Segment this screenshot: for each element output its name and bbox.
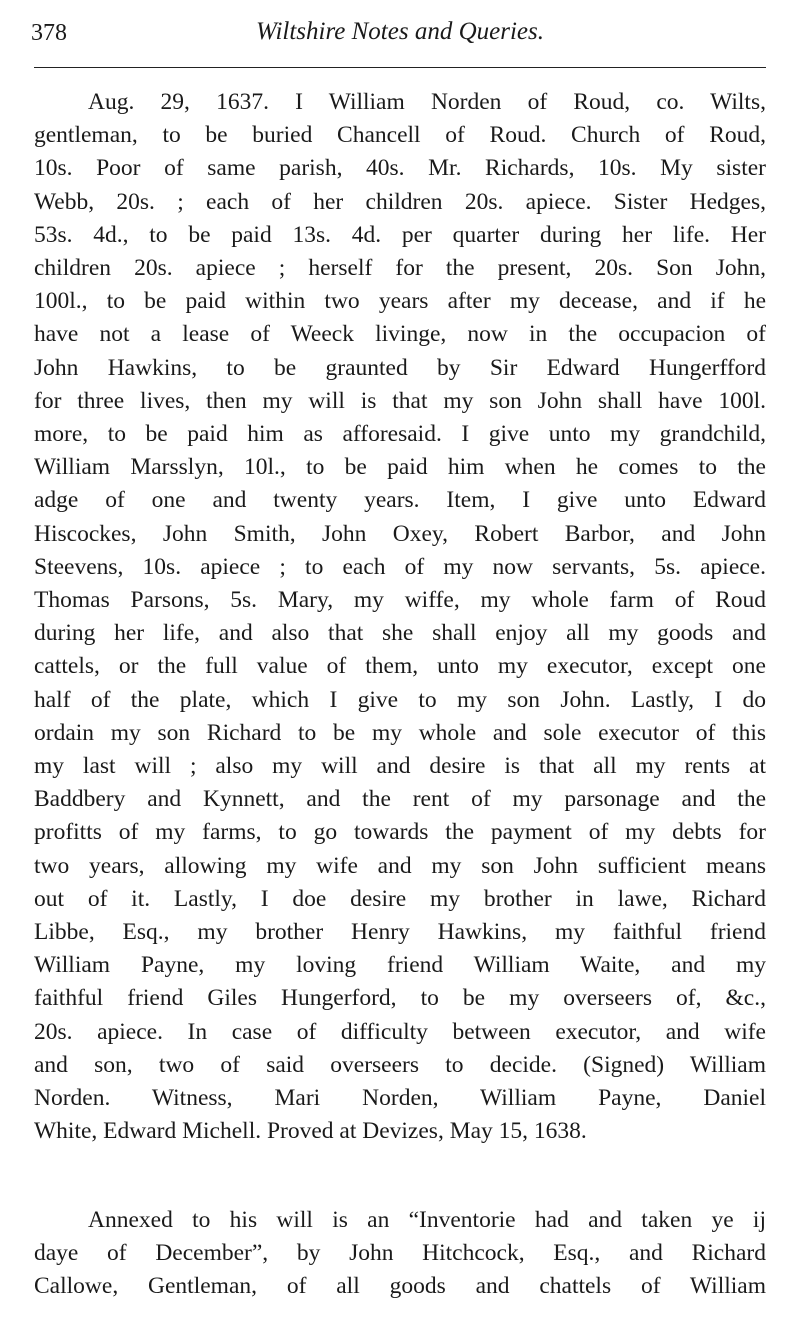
text-line: more, to be paid him as afforesaid. I give unto my grandchild,: [34, 421, 766, 448]
text-line: half of the plate, which I give to my son John. Lastly, I do: [34, 686, 766, 713]
header-rule: [34, 67, 766, 68]
text-line: John Hawkins, to be graunted by Sir Edward Hungerfford: [34, 354, 766, 381]
paragraph-inventory: [34, 1204, 766, 1304]
text-line: and son, two of said overseers to decide. (Signed) William: [34, 1051, 766, 1078]
text-line: my last will ; also my will and desire is that all my rents at: [34, 753, 766, 780]
text-line: gentleman, to be buried Chancell of Roud. Church of Roud,: [34, 122, 766, 149]
text-line: daye of December”, by John Hitchcock, Esq., and Richard: [34, 1240, 766, 1267]
running-title: Wiltshire Notes and Queries.: [256, 18, 544, 45]
text-line: out of it. Lastly, I doe desire my brother in lawe, Richard: [34, 885, 766, 912]
text-line: ordain my son Richard to be my whole and sole executor of this: [34, 719, 766, 746]
text-line: adge of one and twenty years. Item, I give unto Edward: [34, 487, 766, 514]
text-line: faithful friend Giles Hungerford, to be my overseers of, &c.,: [34, 985, 766, 1012]
text-line: children 20s. apiece ; herself for the present, 20s. Son John,: [34, 255, 766, 282]
text-line: White, Edward Michell. Proved at Devizes, May 15, 1638.: [34, 1118, 587, 1145]
text-line: Thomas Parsons, 5s. Mary, my wiffe, my whole farm of Roud: [34, 587, 766, 614]
text-line: have not a lease of Weeck livinge, now in the occupacion of: [34, 321, 766, 348]
text-line: 100l., to be paid within two years after my decease, and if he: [34, 288, 766, 315]
text-line: during her life, and also that she shall enjoy all my goods and: [34, 620, 766, 647]
text-line: two years, allowing my wife and my son John sufficient means: [34, 852, 766, 879]
page-number: 378: [31, 20, 67, 46]
text-line: William Payne, my loving friend William Waite, and my: [34, 952, 766, 979]
text-line: Aug. 29, 1637. I William Norden of Roud, co. Wilts,: [88, 89, 766, 115]
paragraph-will: [34, 86, 766, 1149]
text-line: 53s. 4d., to be paid 13s. 4d. per quarter during her life. Her: [34, 221, 766, 248]
text-line: profitts of my farms, to go towards the payment of my debts for: [34, 819, 766, 846]
text-line: Baddbery and Kynnett, and the rent of my parsonage and the: [34, 786, 766, 813]
text-line: Annexed to his will is an “Inventorie had and taken ye ij: [88, 1207, 766, 1233]
text-line: for three lives, then my will is that my son John shall have 100l.: [34, 387, 766, 414]
text-line: Hiscockes, John Smith, John Oxey, Robert Barbor, and John: [34, 520, 766, 547]
text-line: William Marsslyn, 10l., to be paid him when he comes to the: [34, 454, 766, 481]
text-line: Callowe, Gentleman, of all goods and chattels of William: [34, 1273, 766, 1300]
text-line: 10s. Poor of same parish, 40s. Mr. Richards, 10s. My sister: [34, 155, 766, 182]
text-line: Steevens, 10s. apiece ; to each of my now servants, 5s. apiece.: [34, 553, 766, 580]
text-line: Libbe, Esq., my brother Henry Hawkins, my faithful friend: [34, 919, 766, 946]
text-line: Norden. Witness, Mari Norden, William Payne, Daniel: [34, 1085, 766, 1112]
text-line: cattels, or the full value of them, unto my executor, except one: [34, 653, 766, 680]
text-line: Webb, 20s. ; each of her children 20s. apiece. Sister Hedges,: [34, 188, 766, 215]
text-line: 20s. apiece. In case of difficulty between executor, and wife: [34, 1018, 766, 1045]
